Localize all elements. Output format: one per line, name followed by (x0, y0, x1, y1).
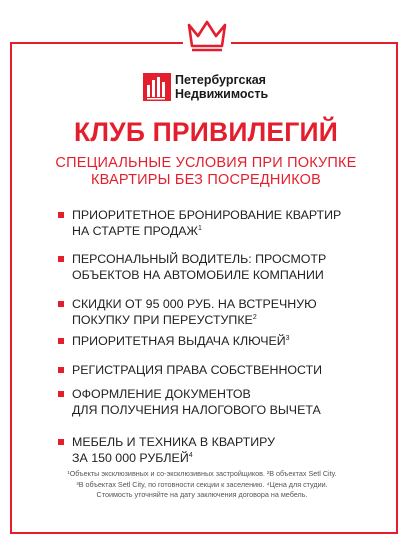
bullet-square-icon (58, 391, 64, 397)
bullet-square-icon (58, 301, 64, 307)
list-item: МЕБЕЛЬ И ТЕХНИКА В КВАРТИРУ ЗА 150 000 РУБЛЕЙ$^4$ (72, 434, 382, 470)
crown-icon (183, 16, 231, 56)
subtitle-line1: СПЕЦИАЛЬНЫЕ УСЛОВИЯ ПРИ ПОКУПКЕ (55, 155, 357, 171)
subtitle-line2: КВАРТИРЫ БЕЗ ПОСРЕДНИКОВ (90, 172, 322, 188)
list-item: РЕГИСТРАЦИЯ ПРАВА СОБСТВЕННОСТИ (72, 362, 382, 386)
list-item: ПРИОРИТЕТНОЕ БРОНИРОВАНИЕ КВАРТИР НА СТАРТЕ ПРОДАЖ$^1$ (72, 207, 382, 251)
bullet-square-icon (58, 367, 64, 373)
list-item: ОФОРМЛЕНИЕ ДОКУМЕНТОВ ДЛЯ ПОЛУЧЕНИЯ НАЛОГОВОГО ВЫЧЕТА (72, 386, 382, 434)
bullet-square-icon (58, 256, 64, 262)
brand-name-line2: Недвижимость (175, 87, 269, 101)
privileges-list (72, 207, 382, 470)
brand-logo-icon (143, 73, 171, 101)
list-item: ПРИОРИТЕТНАЯ ВЫДАЧА КЛЮЧЕЙ$^3$ (72, 333, 382, 362)
subtitle (0, 155, 412, 189)
list-item: ПЕРСОНАЛЬНЫЙ ВОДИТЕЛЬ: ПРОСМОТР ОБЪЕКТОВ НА АВТОМОБИЛЕ КОМПАНИИ (72, 251, 382, 296)
bullet-square-icon (58, 212, 64, 218)
bullet-square-icon (58, 439, 64, 445)
brand-name-line1: Петербургская (175, 73, 266, 87)
list-item: СКИДКИ ОТ 95 000 РУБ. НА ВСТРЕЧНУЮ ПОКУПКУ ПРИ ПЕРЕУСТУПКЕ$^2$ (72, 296, 382, 333)
footnote: ¹Объекты эксклюзивных и со-эксклюзивных застройщиков. ²В объектах Setl City. ³В объектах Setl City, по готовности секции к заселению. ⁴Цена для студии. Стоимость уточняйте на дату заключения договора на мебель. (67, 469, 337, 499)
bullet-square-icon (58, 338, 64, 344)
page-title: КЛУБ ПРИВИЛЕГИЙ (73, 117, 338, 147)
